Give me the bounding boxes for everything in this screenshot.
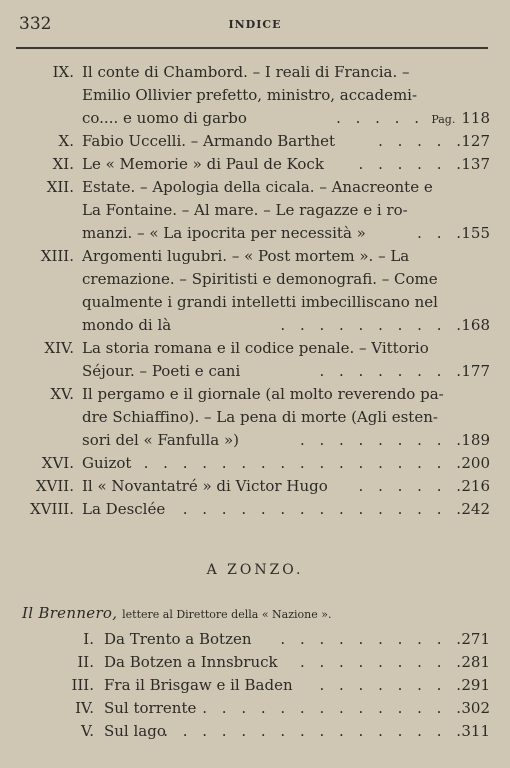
toc-line bbox=[0, 175, 510, 199]
running-header bbox=[0, 14, 510, 38]
toc-line bbox=[0, 405, 510, 429]
toc-line bbox=[0, 106, 510, 130]
entry-number: XIV. bbox=[44, 339, 74, 357]
toc-line bbox=[0, 451, 510, 475]
dot-leader: . . . . . . bbox=[358, 477, 466, 495]
entry-text: Guizot bbox=[82, 454, 132, 472]
entry-page-number: 177 bbox=[461, 362, 490, 380]
entry-text: Fra il Brisgaw e il Baden bbox=[104, 676, 293, 694]
entry-text: Argomenti lugubri. – « Post mortem ». – La bbox=[82, 247, 410, 265]
toc-line bbox=[0, 336, 510, 360]
toc-line bbox=[0, 474, 510, 498]
entry-page-number: 271 bbox=[461, 630, 490, 648]
dot-leader: . . . . . . . . . bbox=[299, 431, 466, 449]
dot-leader: . . . . . . . . . bbox=[299, 653, 466, 671]
entry-page-number: 291 bbox=[461, 676, 490, 694]
toc-line bbox=[0, 290, 510, 314]
entry-number: XIII. bbox=[40, 247, 74, 265]
entry-page-number: 242 bbox=[461, 500, 490, 518]
section-title: A ZONZO. bbox=[206, 562, 304, 578]
entry-text: cremazione. – Spiritisti e demonografi. – Come bbox=[82, 270, 438, 288]
entry-text: Il « Novantatré » di Victor Hugo bbox=[82, 477, 328, 495]
entry-page-number: 155 bbox=[461, 224, 490, 242]
toc-line bbox=[0, 627, 510, 651]
dot-leader: . . . . . . . . . . bbox=[280, 316, 466, 334]
entry-page-number: 216 bbox=[461, 477, 490, 495]
toc-line bbox=[0, 244, 510, 268]
section-intro-title: Il Brennero, bbox=[22, 604, 118, 622]
entry-text: Fabio Uccelli. – Armando Barthet bbox=[82, 132, 336, 150]
dot-leader: . . . . . . bbox=[358, 155, 466, 173]
entry-text: La storia romana e il codice penale. – Vittorio bbox=[82, 339, 429, 357]
toc-line bbox=[0, 382, 510, 406]
entry-number: X. bbox=[58, 132, 74, 150]
entry-text: Il pergamo e il giornale (al molto reverendo pa- bbox=[82, 385, 444, 403]
dot-leader: . . . . . . . . . . . . . . . bbox=[182, 500, 466, 518]
entry-text: La Desclée bbox=[82, 500, 166, 518]
entry-text: Il conte di Chambord. – I reali di Francia. – bbox=[82, 63, 410, 81]
entry-number: II. bbox=[77, 653, 94, 671]
toc-line bbox=[0, 129, 510, 153]
running-title: INDICE bbox=[228, 18, 282, 31]
entry-number: I. bbox=[83, 630, 94, 648]
entry-text: sori del « Fanfulla ») bbox=[82, 431, 239, 449]
toc-line bbox=[0, 313, 510, 337]
entry-text: qualmente i grandi intelletti imbecilliscano nel bbox=[82, 293, 438, 311]
entry-number: V. bbox=[81, 722, 94, 740]
toc-line bbox=[0, 673, 510, 697]
dot-leader: . . . . . . . . bbox=[319, 362, 466, 380]
entry-number: IX. bbox=[52, 63, 74, 81]
entry-number: XII. bbox=[46, 178, 74, 196]
entry-page-number: 118 bbox=[461, 109, 490, 127]
dot-leader: . . . . . . . . . . . . . . . . bbox=[163, 722, 466, 740]
entry-number: XVI. bbox=[41, 454, 74, 472]
toc-line bbox=[0, 650, 510, 674]
entry-text: Estate. – Apologia della cicala. – Anacreonte e bbox=[82, 178, 433, 196]
entry-text: Séjour. – Poeti e cani bbox=[82, 362, 241, 380]
dot-leader: . . . . . . . . . . . . . . . . . bbox=[143, 454, 466, 472]
toc-line bbox=[0, 198, 510, 222]
toc-line bbox=[0, 497, 510, 521]
toc-line bbox=[0, 719, 510, 743]
pag-label: Pag. bbox=[431, 113, 456, 126]
page-number: 332 bbox=[19, 14, 52, 34]
entry-page-number: 302 bbox=[461, 699, 490, 717]
entry-text: La Fontaine. – Al mare. – Le ragazze e i ro- bbox=[82, 201, 408, 219]
entry-number: XVII. bbox=[35, 477, 74, 495]
section-intro-subtitle: lettere al Direttore della « Nazione ». bbox=[122, 608, 332, 621]
entry-page-number: 311 bbox=[461, 722, 490, 740]
entry-text: dre Schiaffino). – La pena di morte (Agli esten- bbox=[82, 408, 438, 426]
entry-number: XV. bbox=[50, 385, 74, 403]
dot-leader: . . . . . . . . . . bbox=[280, 630, 466, 648]
toc-line bbox=[0, 83, 510, 107]
entry-page-number: 168 bbox=[461, 316, 490, 334]
toc-line bbox=[0, 267, 510, 291]
entry-number: XI. bbox=[52, 155, 74, 173]
dot-leader: . . . . . . . . . . . . . . bbox=[202, 699, 466, 717]
dot-leader: . . . . . bbox=[378, 132, 466, 150]
section-intro bbox=[22, 604, 331, 622]
entry-text: Emilio Ollivier prefetto, ministro, accademi- bbox=[82, 86, 418, 104]
entry-text: Da Trento a Botzen bbox=[104, 630, 252, 648]
entry-text: Sul lago bbox=[104, 722, 166, 740]
entry-text: Le « Memorie » di Paul de Kock bbox=[82, 155, 324, 173]
dot-leader: . . . . . bbox=[336, 109, 424, 127]
entry-page-number: 127 bbox=[461, 132, 490, 150]
entry-text: Da Botzen a Innsbruck bbox=[104, 653, 278, 671]
entry-text: manzi. – « La ipocrita per necessità » bbox=[82, 224, 366, 242]
toc-line bbox=[0, 696, 510, 720]
entry-number: XVIII. bbox=[29, 500, 74, 518]
toc-line bbox=[0, 359, 510, 383]
dot-leader: . . . . . . . . bbox=[319, 676, 466, 694]
entry-number: IV. bbox=[75, 699, 94, 717]
entry-text: co.... e uomo di garbo bbox=[82, 109, 247, 127]
entry-page-number: 189 bbox=[461, 431, 490, 449]
entry-page-number: 137 bbox=[461, 155, 490, 173]
dot-leader: . . . bbox=[417, 224, 466, 242]
entry-text: mondo di là bbox=[82, 316, 172, 334]
entry-page-number: 200 bbox=[461, 454, 490, 472]
entry-page-number: 281 bbox=[461, 653, 490, 671]
entry-number: III. bbox=[71, 676, 94, 694]
toc-line bbox=[0, 152, 510, 176]
entry-text: Sul torrente bbox=[104, 699, 197, 717]
toc-line bbox=[0, 60, 510, 84]
header-rule bbox=[16, 47, 488, 49]
toc-line bbox=[0, 221, 510, 245]
toc-line bbox=[0, 428, 510, 452]
